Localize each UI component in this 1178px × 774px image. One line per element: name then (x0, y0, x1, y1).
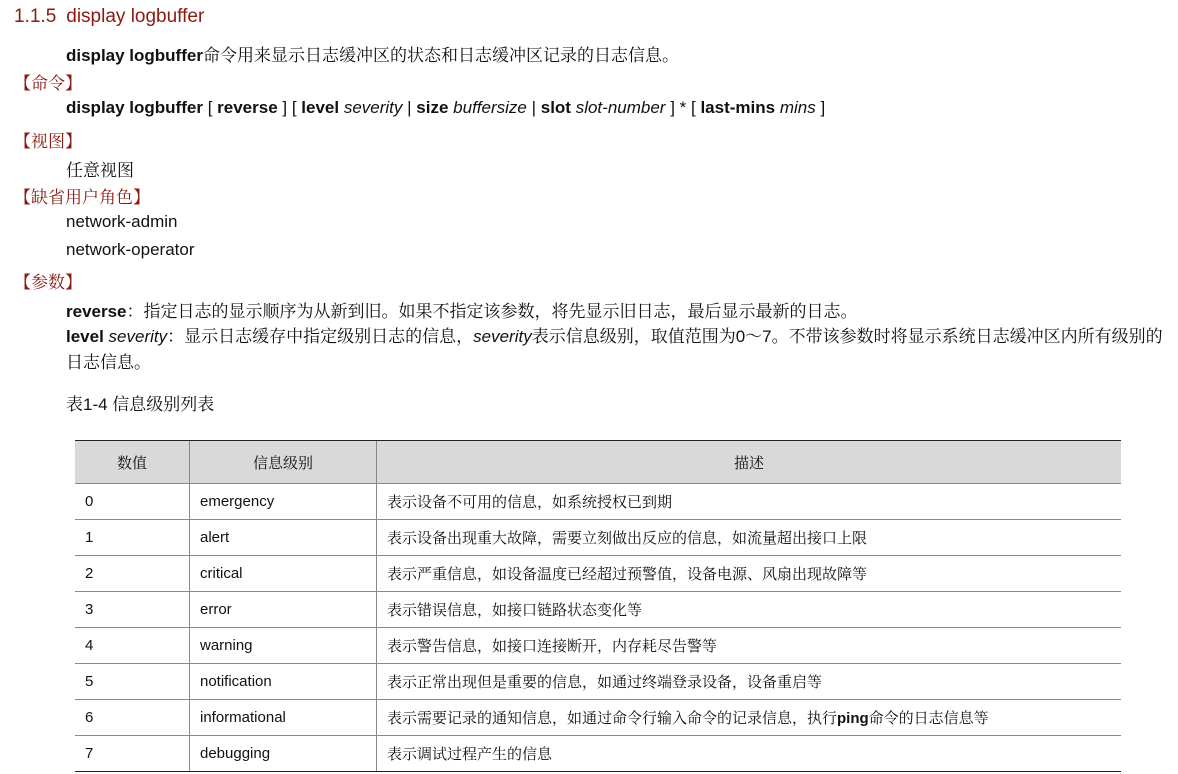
intro-text: 命令用来显示日志缓冲区的状态和日志缓冲区记录的日志信息。 (202, 46, 679, 65)
cell-value: 1 (75, 520, 190, 556)
intro-paragraph (66, 41, 679, 66)
param-reverse (66, 297, 858, 322)
cell-value: 4 (75, 628, 190, 664)
syntax-last-mins: last-mins (700, 98, 776, 117)
syntax-mins: mins (779, 98, 816, 117)
cell-level: informational (190, 700, 377, 736)
section-command-heading: 【命令】 (14, 74, 82, 93)
cell-desc-keyword: ping (837, 710, 869, 727)
header-level: 信息级别 (190, 441, 377, 484)
cell-description: 表示设备出现重大故障，需要立刻做出反应的信息，如流量超出接口上限 (377, 520, 1122, 556)
table-row (75, 700, 1121, 736)
cell-value: 3 (75, 592, 190, 628)
table-row (75, 736, 1121, 772)
syntax-reverse: reverse (217, 98, 278, 117)
cell-level: debugging (190, 736, 377, 772)
cell-level: critical (190, 556, 377, 592)
command-syntax (66, 98, 825, 118)
section-roles-heading: 【缺省用户角色】 (14, 188, 150, 207)
param-level-keyword: level (66, 327, 104, 346)
param-reverse-keyword: reverse (66, 302, 127, 321)
cell-value: 2 (75, 556, 190, 592)
param-level (66, 324, 1178, 376)
param-level-arg: severity (108, 327, 168, 346)
intro-command: display logbuffer (66, 46, 203, 65)
syntax-slot: slot (540, 98, 571, 117)
cell-level: emergency (190, 484, 377, 520)
cell-description: 表示正常出现但是重要的信息，如通过终端登录设备，设备重启等 (377, 664, 1122, 700)
table-row (75, 484, 1121, 520)
view-text: 任意视图 (66, 161, 134, 180)
syntax-buffersize: buffersize (453, 98, 527, 117)
header-value: 数值 (75, 441, 190, 484)
cell-description: 表示错误信息，如接口链路状态变化等 (377, 592, 1122, 628)
section-title: display logbuffer (66, 6, 205, 27)
cell-value: 5 (75, 664, 190, 700)
cell-value: 0 (75, 484, 190, 520)
syntax-command: display logbuffer (66, 98, 203, 117)
section-view-heading: 【视图】 (14, 132, 82, 151)
cell-description: 表示严重信息，如设备温度已经超过预警值，设备电源、风扇出现故障等 (377, 556, 1122, 592)
syntax-bracket: ] * [ (665, 98, 701, 117)
cell-description: 表示调试过程产生的信息 (377, 736, 1122, 772)
severity-levels-table (75, 440, 1121, 772)
table-caption: 表1-4 信息级别列表 (66, 395, 215, 414)
param-level-desc-2: 表示信息级别，取值范围为0～7。不带该参数时将显示系统日志缓冲区内所有级别的日志信息。 (66, 327, 1163, 372)
syntax-slot-number: slot-number (575, 98, 666, 117)
table-row (75, 520, 1121, 556)
param-reverse-desc: ：指定日志的显示顺序为从新到旧。如果不指定该参数，将先显示旧日志，最后显示最新的日志。 (126, 302, 858, 321)
table-header-row (75, 441, 1121, 484)
section-params-heading: 【参数】 (14, 273, 82, 292)
cell-value: 6 (75, 700, 190, 736)
cell-description: 表示警告信息，如接口连接断开，内存耗尽告警等 (377, 628, 1122, 664)
table-row (75, 628, 1121, 664)
page-title (14, 6, 204, 28)
table-row (75, 664, 1121, 700)
role-item: network-operator (66, 240, 195, 259)
syntax-severity: severity (343, 98, 403, 117)
section-number: 1.1.5 (14, 6, 57, 27)
cell-level: warning (190, 628, 377, 664)
cell-desc-text: 表示需要记录的通知信息，如通过命令行输入命令的记录信息，执行 (387, 710, 838, 727)
cell-desc-text: 命令的日志信息等 (868, 710, 989, 727)
syntax-level: level (301, 98, 340, 117)
syntax-bracket: [ (202, 98, 218, 117)
cell-level: alert (190, 520, 377, 556)
cell-value: 7 (75, 736, 190, 772)
syntax-bracket: ] [ (277, 98, 302, 117)
role-item: network-admin (66, 212, 178, 231)
table-row (75, 556, 1121, 592)
table-row (75, 592, 1121, 628)
cell-description (377, 700, 1122, 736)
syntax-separator: | (526, 98, 541, 117)
cell-description: 表示设备不可用的信息，如系统授权已到期 (377, 484, 1122, 520)
cell-level: error (190, 592, 377, 628)
param-level-desc: ：显示日志缓存中指定级别日志的信息， (167, 327, 474, 346)
header-description: 描述 (377, 441, 1122, 484)
param-level-arg-ref: severity (473, 327, 532, 346)
syntax-bracket: ] (815, 98, 826, 117)
syntax-separator: | (402, 98, 417, 117)
syntax-size: size (416, 98, 449, 117)
cell-level: notification (190, 664, 377, 700)
